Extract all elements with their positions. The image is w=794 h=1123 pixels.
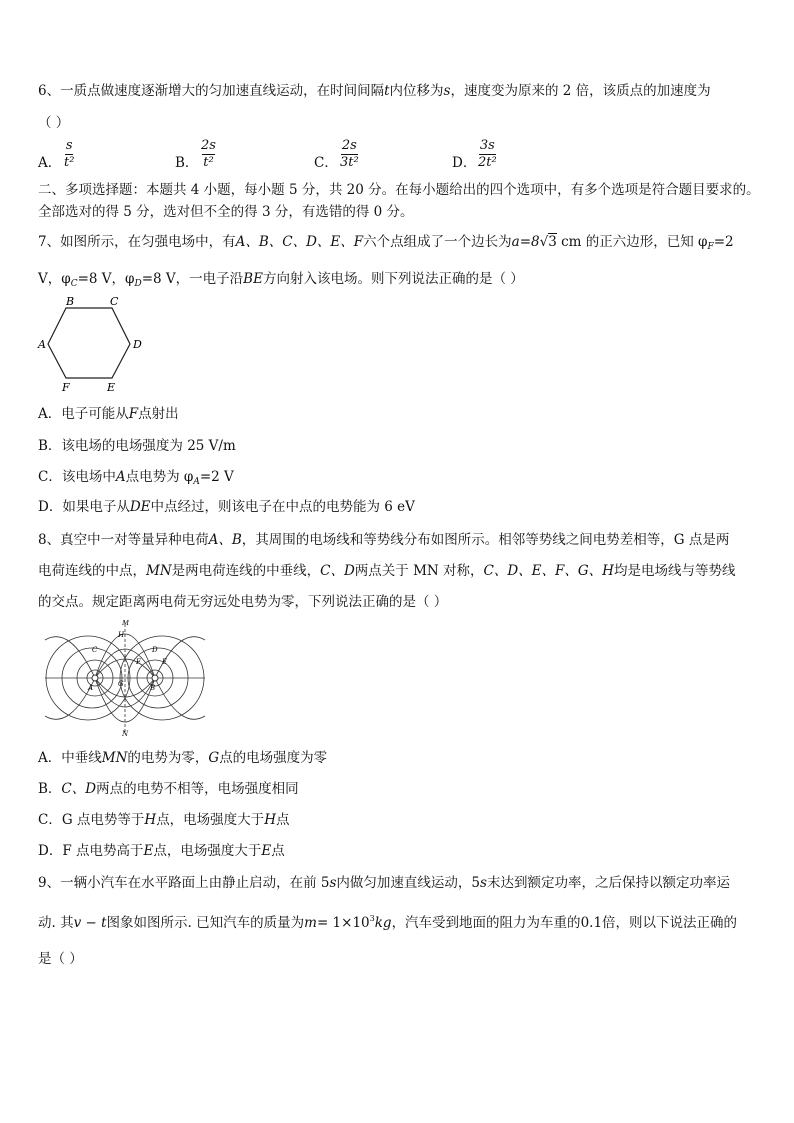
q7-option-0-a: A．电子可能从 — [38, 406, 129, 422]
fraction-denominator: 2t² — [478, 155, 497, 170]
q7-side-length: a=8 — [511, 234, 540, 250]
q8-option-3-c: 点 — [271, 843, 285, 859]
q8-stem-line2 — [38, 562, 735, 580]
q8-option-2-a: C．G 点电势等于 — [38, 812, 145, 828]
q7-option-2-sub: A — [193, 477, 200, 487]
hex-label-e: E — [107, 381, 116, 394]
field-lines-group — [45, 624, 205, 732]
q7-option-2-b: 点电势为 φ — [125, 469, 194, 485]
q6-option-label-3: D． — [452, 155, 477, 171]
field-line-3 — [95, 649, 155, 678]
q6-option-label-0: A． — [38, 155, 62, 171]
q6-stem-line1 — [38, 82, 711, 100]
q7-option-2-it: A — [115, 469, 126, 485]
q8-stem-line3: 的交点。规定距离两电荷无穷远处电势为零，下列说法正确的是（ ） — [38, 594, 448, 610]
label-n: N — [122, 730, 129, 736]
q8-option-0-it2: G — [208, 750, 220, 766]
q6-option-label-2: C． — [314, 155, 338, 171]
q6-stem-text: 6、一质点做速度逐渐增大的匀加速直线运动，在时间间隔 — [38, 83, 385, 99]
q7-option-2 — [38, 468, 234, 491]
label-c: C — [92, 646, 98, 654]
q7-l2-d: 方向射入该电场。则下列说法正确的是（ ） — [262, 271, 524, 287]
q7-l2-b: =8 V，φ — [77, 271, 135, 287]
q8-option-3-it2: E — [261, 843, 272, 859]
q8-option-3 — [38, 842, 285, 860]
label-g: G — [118, 680, 124, 688]
q9-s1: s — [329, 875, 337, 891]
q7-l2-a: V，φ — [38, 271, 71, 287]
q9-l2-b: 图象如图所示. 已知汽车的质量为 — [106, 915, 305, 931]
charge-b — [152, 675, 158, 681]
q7-option-2-c: =2 V — [199, 469, 234, 485]
hex-label-b: B — [66, 295, 75, 308]
q8-option-2-b: 点，电场强度大于 — [156, 812, 265, 828]
q7-stem-line1 — [38, 233, 734, 256]
label-b: B — [150, 684, 156, 692]
q7-option-0-b: 点射出 — [138, 406, 179, 422]
q9-exp: 3 — [369, 914, 375, 923]
q9-kg: kg — [374, 915, 392, 931]
q7-be: BE — [243, 271, 263, 287]
q7-option-1-a: B．该电场的电场强度为 25 V/m — [38, 438, 236, 454]
fraction-denominator: t² — [64, 155, 75, 170]
q7-option-0-it: F — [128, 406, 139, 422]
q7-option-0 — [38, 405, 179, 423]
q7-option-3 — [38, 498, 415, 516]
q8-option-1-a: B． — [38, 781, 62, 797]
fraction-numerator: 2s — [201, 138, 216, 153]
label-a: A — [88, 684, 94, 692]
q9-m: m — [304, 915, 317, 931]
q8-mn: MN — [146, 563, 172, 579]
q9-ratio: 0.1 — [580, 915, 603, 931]
q7-option-2-a: C．该电场中 — [38, 469, 116, 485]
q7-text-b: 六个点组成了一个边长为 — [363, 234, 512, 250]
q9-l2-a: 动. 其 — [38, 915, 74, 931]
q8-l1-a: 8、真空中一对等量异种电荷 — [38, 532, 209, 548]
hexagon-figure — [36, 294, 148, 394]
q8-option-0-it: MN — [101, 750, 128, 766]
q8-stem-line1 — [38, 531, 729, 549]
q9-l1-c: 末达到额定功率，之后保持以额定功率运 — [486, 875, 730, 891]
q9-l2-c: ，汽车受到地面的阻力为车重的 — [391, 915, 581, 931]
q9-l1-a: 9、一辆小汽车在水平路面上由静止启动，在前 5 — [38, 875, 330, 891]
q8-cd: C、D — [320, 563, 355, 579]
fraction-denominator: 3t² — [340, 155, 359, 170]
section2-line2: 全部选对的得 5 分，选对但不全的得 3 分，有选错的得 0 分。 — [38, 204, 414, 220]
q8-option-3-it: E — [143, 843, 154, 859]
q8-option-0-b: 的电势为零， — [127, 750, 209, 766]
field-line-4 — [95, 678, 155, 707]
hex-label-a: A — [38, 338, 46, 351]
label-h: H — [118, 631, 125, 639]
q7-sub-d: D — [134, 279, 142, 289]
q8-l1-b: ，其周围的电场线和等势线分布如图所示。相邻等势线之间电势差相等，G 点是两 — [241, 532, 730, 548]
q7-text-d: =2 — [713, 234, 734, 250]
q9-stem-line2 — [38, 910, 737, 932]
q7-text-a: 7、如图所示，在匀强电场中，有 — [38, 234, 236, 250]
q6-option-label-1: B． — [175, 155, 199, 171]
q9-eq: = 1×10 — [316, 915, 370, 931]
label-m: M — [122, 620, 130, 627]
field-lines-figure — [40, 620, 210, 736]
q6-option-fraction-0 — [64, 138, 74, 171]
q8-l2-c: 两点关于 MN 对称， — [354, 563, 484, 579]
q6-var-t: t — [384, 83, 390, 99]
q6-option-fraction-1 — [201, 138, 216, 171]
q8-option-2-it2: H — [264, 812, 276, 828]
q8-option-1-b: 两点的电势不相等，电场强度相同 — [96, 781, 299, 797]
q6-stem-text-b: 内位移为 — [389, 83, 444, 99]
q8-option-3-a: D．F 点电势高于 — [38, 843, 144, 859]
q8-option-0-a: A．中垂线 — [38, 750, 102, 766]
q8-option-1-it: C、D — [61, 781, 97, 797]
q6-option-fraction-3 — [478, 138, 497, 171]
q7-sub-f: F — [707, 242, 714, 252]
label-d: D — [152, 646, 158, 654]
hexagon-shape — [48, 308, 130, 378]
q7-option-1 — [38, 437, 236, 455]
q8-option-1 — [38, 780, 299, 798]
fraction-denominator: t² — [203, 155, 214, 170]
q7-sub-c: C — [70, 279, 78, 289]
q7-option-3-a: D．如果电子从 — [38, 499, 130, 515]
q9-l2-d: 倍，则以下说法正确的 — [602, 915, 738, 931]
label-e: E — [162, 658, 168, 666]
q7-option-3-it: DE — [129, 499, 151, 515]
q8-l2-a: 电荷连线的中点， — [38, 563, 146, 579]
q7-l2-c: =8 V，一电子沿 — [141, 271, 244, 287]
q6-var-s: s — [443, 83, 451, 99]
q8-option-3-b: 点，电场强度大于 — [153, 843, 262, 859]
charge-a — [92, 675, 98, 681]
q8-l2-b: 是两电荷连线的中垂线， — [171, 563, 321, 579]
fraction-numerator: s — [65, 138, 73, 153]
q9-stem-line1 — [38, 874, 730, 892]
q6-stem-line2: （ ） — [38, 115, 70, 131]
q8-option-2-c: 点 — [275, 812, 290, 828]
q6-stem-text-c: ，速度变为原来的 2 倍，该质点的加速度为 — [450, 83, 711, 99]
fraction-numerator: 3s — [479, 138, 495, 153]
q9-vt: v − t — [73, 915, 107, 931]
hex-label-f: F — [62, 381, 70, 394]
q9-l1-b: 内做匀加速直线运动，5 — [336, 875, 481, 891]
q9-s2: s — [480, 875, 487, 891]
q8-option-2-it: H — [144, 812, 157, 828]
q7-option-3-b: 中点经过，则该电子在中点的电势能为 6 eV — [150, 499, 415, 515]
hex-label-d: D — [133, 338, 142, 351]
q7-stem-line2 — [38, 270, 524, 293]
fraction-numerator: 2s — [341, 138, 357, 153]
section2-line1: 二、多项选择题：本题共 4 小题，每小题 5 分，共 20 分。在每小题给出的四个选项中，有多个选项是符合题目要求的。 — [38, 182, 760, 198]
q8-points: C、D、E、F、G、H — [483, 563, 614, 579]
q7-points: A、B、C、D、E、F — [235, 234, 364, 250]
q8-option-0 — [38, 749, 327, 767]
q8-option-2 — [38, 811, 289, 829]
q8-option-0-c: 点的电场强度为零 — [219, 750, 328, 766]
q6-option-fraction-2 — [340, 138, 359, 171]
q9-stem-line3: 是（ ） — [38, 951, 83, 967]
q7-sqrt-value: 3 — [548, 234, 557, 250]
hex-label-c: C — [110, 295, 119, 308]
q8-ab: A、B — [208, 532, 242, 548]
sqrt-symbol: √ — [539, 234, 549, 250]
q8-l2-d: 均是电场线与等势线 — [613, 563, 736, 579]
label-f: F — [136, 658, 141, 666]
q7-text-c: cm 的正六边形，已知 φ — [561, 234, 708, 250]
